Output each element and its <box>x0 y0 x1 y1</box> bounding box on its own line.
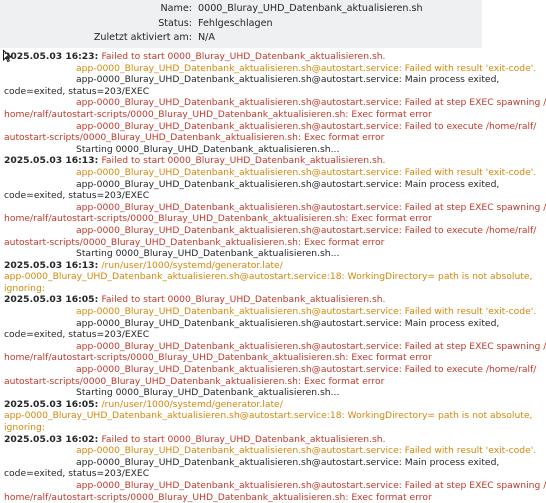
log-line <box>4 340 546 353</box>
log-line <box>4 317 500 330</box>
log-line <box>4 86 478 98</box>
status-label: Status: <box>158 18 192 29</box>
log-message: app-0000_Bluray_UHD_Datenbank_aktualisieren.sh@autostart.service: Failed with result 'exit-code'. <box>76 445 537 457</box>
log-line <box>4 329 478 341</box>
log-message: app-0000_Bluray_UHD_Datenbank_aktualisieren.sh@autostart.service: Main process exited, <box>76 178 500 190</box>
log-message: app-0000_Bluray_UHD_Datenbank_aktualisieren.sh@autostart.service: Failed with result 'exit-code'. <box>76 166 537 178</box>
log-line <box>4 62 537 75</box>
log-message: app-0000_Bluray_UHD_Datenbank_aktualisieren.sh@autostart.service: Failed at step EXEC spawning / <box>76 479 546 491</box>
last-activated-row <box>0 31 482 45</box>
log-timestamp: 2025.05.03 16:02: <box>4 433 102 445</box>
last-activated-label: Zuletzt aktiviert am: <box>93 32 192 43</box>
log-line <box>4 97 546 109</box>
log-line <box>4 387 478 399</box>
log-message: Starting 0000_Bluray_UHD_Datenbank_aktualisieren.sh... <box>76 248 340 260</box>
log-message: app-0000_Bluray_UHD_Datenbank_aktualisieren.sh@autostart.service: Failed to execute /home/ralf/ <box>76 120 537 132</box>
log-timestamp: 2025.05.03 16:13: <box>4 155 102 167</box>
log-line <box>4 51 478 63</box>
log-line <box>4 294 478 306</box>
log-timestamp: 2025.05.03 16:05: <box>4 294 102 306</box>
log-line <box>4 178 500 191</box>
log-message: app-0000_Bluray_UHD_Datenbank_aktualisieren.sh@autostart.service: Failed with result 'exit-code'. <box>76 62 537 74</box>
log-line <box>4 306 537 318</box>
log-message: home/ralf/autostart-scripts/0000_Bluray_UHD_Datenbank_aktualisieren.sh: Exec format error <box>4 108 432 120</box>
log-line <box>4 479 546 492</box>
log-message: code=exited, status=203/EXEC <box>4 329 150 341</box>
log-line <box>4 399 478 411</box>
log-line <box>4 120 537 133</box>
log-line <box>4 155 478 167</box>
log-timestamp: 2025.05.03 16:13: <box>4 259 102 271</box>
log-line <box>4 190 478 202</box>
log-message: Failed to start 0000_Bluray_UHD_Datenbank_aktualisieren.sh. <box>101 294 386 306</box>
log-line <box>4 260 478 272</box>
log-line <box>4 166 537 179</box>
name-label: Name: <box>160 3 192 14</box>
log-line <box>4 144 478 156</box>
log-line <box>4 237 478 249</box>
log-line <box>4 283 478 295</box>
log-message: Starting 0000_Bluray_UHD_Datenbank_aktualisieren.sh... <box>76 143 340 155</box>
status-row <box>0 17 482 31</box>
log-line <box>4 364 537 376</box>
log-line <box>4 74 500 86</box>
status-value: Fehlgeschlagen <box>198 18 273 29</box>
log-message: app-0000_Bluray_UHD_Datenbank_aktualisieren.sh@autostart.service: Failed with result 'exit-code'. <box>76 306 537 318</box>
log-message: autostart-scripts/0000_Bluray_UHD_Datenbank_aktualisieren.sh: Exec format error <box>4 132 385 144</box>
log-message: home/ralf/autostart-scripts/0000_Bluray_UHD_Datenbank_aktualisieren.sh: Exec format error <box>4 213 432 225</box>
log-message: autostart-scripts/0000_Bluray_UHD_Datenbank_aktualisieren.sh: Exec format error <box>4 236 385 248</box>
log-message: autostart-scripts/0000_Bluray_UHD_Datenbank_aktualisieren.sh: Exec format error <box>4 375 385 387</box>
log-timestamp: 2025.05.03 16:05: <box>4 398 102 410</box>
log-message: app-0000_Bluray_UHD_Datenbank_aktualisieren.sh@autostart.service: Main process exited, <box>76 456 500 468</box>
log-line <box>4 248 478 260</box>
log-message: app-0000_Bluray_UHD_Datenbank_aktualisieren.sh@autostart.service: Main process exited, <box>76 74 500 86</box>
log-message: home/ralf/autostart-scripts/0000_Bluray_UHD_Datenbank_aktualisieren.sh: Exec format error <box>4 491 432 503</box>
log-message: /run/user/1000/systemd/generator.late/ <box>101 259 283 271</box>
log-message: ignoring: <box>4 282 45 294</box>
log-message: home/ralf/autostart-scripts/0000_Bluray_UHD_Datenbank_aktualisieren.sh: Exec format error <box>4 352 432 364</box>
log-message: ignoring: <box>4 422 45 433</box>
log-line <box>4 213 478 225</box>
last-activated-value: N/A <box>198 32 215 43</box>
log-message: code=exited, status=203/EXEC <box>4 190 150 202</box>
log-message: app-0000_Bluray_UHD_Datenbank_aktualisieren.sh@autostart.service: Failed at step EXEC spawning / <box>76 201 546 213</box>
log-message: app-0000_Bluray_UHD_Datenbank_aktualisieren.sh@autostart.service: Failed at step EXEC spawning / <box>76 340 546 352</box>
log-message: code=exited, status=203/EXEC <box>4 468 150 480</box>
log-line <box>4 109 478 121</box>
log-line <box>4 132 478 144</box>
log-message: app-0000_Bluray_UHD_Datenbank_aktualisieren.sh@autostart.service: Failed at step EXEC spawning / <box>76 97 546 109</box>
log-message: /run/user/1000/systemd/generator.late/ <box>101 398 283 410</box>
log-line <box>4 352 478 364</box>
log-message: Failed to start 0000_Bluray_UHD_Datenbank_aktualisieren.sh. <box>101 155 386 167</box>
log-line <box>4 224 537 237</box>
log-line <box>4 445 537 457</box>
log-line <box>4 456 500 469</box>
log-message: app-0000_Bluray_UHD_Datenbank_aktualisieren.sh@autostart.service: Failed to execute /home/ralf/ <box>76 364 537 376</box>
log-message: app-0000_Bluray_UHD_Datenbank_aktualisieren.sh@autostart.service: Main process exited, <box>76 317 500 329</box>
journal-log[interactable] <box>4 51 546 503</box>
name-value: 0000_Bluray_UHD_Datenbank_aktualisieren.sh <box>198 3 423 14</box>
log-line <box>4 492 478 503</box>
log-line <box>4 422 478 434</box>
log-message: Starting 0000_Bluray_UHD_Datenbank_aktualisieren.sh... <box>76 387 340 399</box>
log-message: app-0000_Bluray_UHD_Datenbank_aktualisieren.sh@autostart.service:18: WorkingDirectory= path is not absolute, <box>4 271 533 283</box>
service-info-header <box>0 0 482 48</box>
log-line <box>4 271 533 283</box>
log-line <box>4 410 533 422</box>
name-row <box>0 2 482 16</box>
log-line <box>4 376 478 388</box>
log-message: app-0000_Bluray_UHD_Datenbank_aktualisieren.sh@autostart.service:18: WorkingDirectory= path is not absolute, <box>4 410 533 422</box>
log-line <box>4 201 546 214</box>
log-message: app-0000_Bluray_UHD_Datenbank_aktualisieren.sh@autostart.service: Failed to execute /home/ralf/ <box>76 224 537 236</box>
log-message: code=exited, status=203/EXEC <box>4 85 150 97</box>
log-line <box>4 434 478 446</box>
log-message: Failed to start 0000_Bluray_UHD_Datenbank_aktualisieren.sh. <box>101 51 386 62</box>
log-line <box>4 468 478 480</box>
log-message: Failed to start 0000_Bluray_UHD_Datenbank_aktualisieren.sh. <box>101 433 386 445</box>
log-timestamp: 2025.05.03 16:23: <box>4 51 102 62</box>
